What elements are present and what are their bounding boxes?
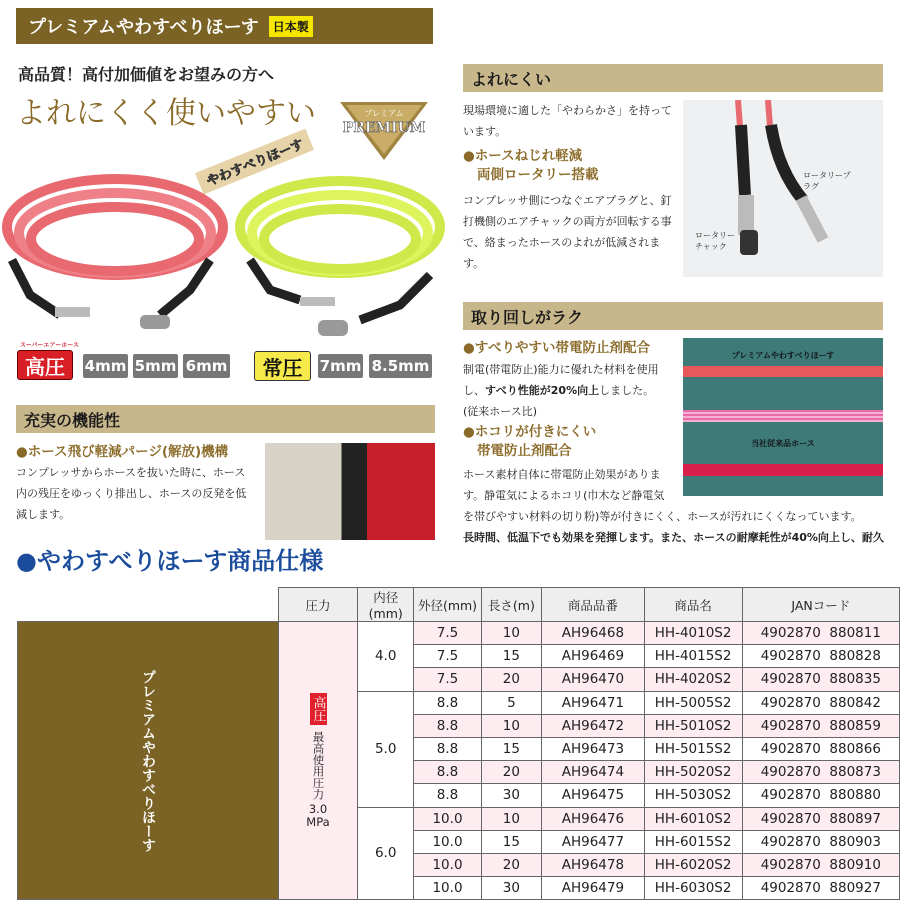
jan-code-cell: 4902870 880910 bbox=[742, 853, 899, 876]
jan-code-cell: 4902870 880859 bbox=[742, 714, 899, 737]
part-number-cell: AH96468 bbox=[542, 622, 644, 645]
super-air-hose-label: スーパーエアーホース bbox=[20, 342, 79, 349]
easy-text-1 bbox=[463, 359, 678, 422]
easy-text-2: ホース素材自体に帯電防止効果があります。静電気によるホコリ(巾木など静電気 bbox=[463, 468, 665, 502]
kink-bullet-2: 両側ロータリー搭載 bbox=[477, 167, 599, 183]
green-hose-coil bbox=[240, 181, 440, 320]
part-number-cell: AH96475 bbox=[542, 784, 644, 807]
length-cell: 20 bbox=[481, 668, 542, 691]
product-name-cell: HH-6030S2 bbox=[644, 877, 742, 900]
part-number-cell: AH96472 bbox=[542, 714, 644, 737]
kink-intro: 現場環境に適した「やわらかさ」を持っています。 bbox=[463, 104, 672, 138]
product-line-label bbox=[18, 622, 279, 900]
product-name-cell: HH-5015S2 bbox=[644, 737, 742, 760]
length-cell: 20 bbox=[481, 853, 542, 876]
length-cell: 15 bbox=[481, 830, 542, 853]
inner-diameter-cell: 4.0 bbox=[358, 622, 414, 692]
hero-subtitle: 高品質！高付加価値をお望みの方へ bbox=[18, 65, 275, 84]
rotary-chuck-label: ロータリーチャック bbox=[695, 231, 735, 251]
outer-diameter-cell: 7.5 bbox=[414, 668, 481, 691]
length-cell: 10 bbox=[481, 714, 542, 737]
pressure-unit: MPa bbox=[306, 814, 330, 829]
product-name-cell: HH-4010S2 bbox=[644, 622, 742, 645]
rotary-plug-label: ロータリープラグ bbox=[803, 171, 851, 191]
size-chip: 6mm bbox=[183, 354, 230, 378]
part-number-cell: AH96477 bbox=[542, 830, 644, 853]
section-header-function: 充実の機能性 bbox=[16, 405, 435, 433]
length-cell: 10 bbox=[481, 807, 542, 830]
outer-diameter-cell: 10.0 bbox=[414, 807, 481, 830]
product-name-cell: HH-5005S2 bbox=[644, 691, 742, 714]
jan-code-cell: 4902870 880880 bbox=[742, 784, 899, 807]
col-header: 長さ(m) bbox=[481, 588, 542, 622]
premium-text: PREMIUM bbox=[342, 120, 426, 136]
easy-text-4: 長時間、低温下でも効果を発揮します。また、ホースの耐摩耗性が40%向上し、耐久 bbox=[463, 531, 884, 544]
jan-code-cell: 4902870 880866 bbox=[742, 737, 899, 760]
outer-diameter-cell: 8.8 bbox=[414, 761, 481, 784]
length-cell: 15 bbox=[481, 737, 542, 760]
func-bullet: ●ホース飛び軽減パージ(解放)機構 bbox=[16, 444, 229, 460]
col-header: JANコード bbox=[742, 588, 899, 622]
ribbon-label: やわすべりほーす bbox=[195, 129, 314, 195]
conventional-hose-strip bbox=[683, 464, 883, 476]
made-in-japan-badge: 日本製 bbox=[269, 16, 313, 37]
product-name-cell: HH-6020S2 bbox=[644, 853, 742, 876]
outer-diameter-cell: 10.0 bbox=[414, 877, 481, 900]
inner-diameter-cell: 6.0 bbox=[358, 807, 414, 900]
high-pressure-badge: 高圧 bbox=[310, 693, 327, 725]
outer-diameter-cell: 10.0 bbox=[414, 830, 481, 853]
jan-code-cell: 4902870 880835 bbox=[742, 668, 899, 691]
section-header-easy: 取り回しがラク bbox=[463, 302, 883, 330]
easy-bullet-1: ●すべりやすい帯電防止剤配合 bbox=[463, 340, 651, 356]
outer-diameter-cell: 8.8 bbox=[414, 691, 481, 714]
product-name-cell: HH-5030S2 bbox=[644, 784, 742, 807]
outer-diameter-cell: 8.8 bbox=[414, 784, 481, 807]
rotary-photo bbox=[683, 100, 883, 277]
length-cell: 30 bbox=[481, 784, 542, 807]
func-text: コンプレッサからホースを抜いた時に、ホース内の残圧をゆっくり排出し、ホースの反発を低減します。 bbox=[16, 466, 247, 521]
jan-code-cell: 4902870 880903 bbox=[742, 830, 899, 853]
part-number-cell: AH96474 bbox=[542, 761, 644, 784]
size-chip: 5mm bbox=[133, 354, 178, 378]
length-cell: 30 bbox=[481, 877, 542, 900]
length-cell: 10 bbox=[481, 622, 542, 645]
outer-diameter-cell: 7.5 bbox=[414, 622, 481, 645]
length-cell: 5 bbox=[481, 691, 542, 714]
col-header: 外径(mm) bbox=[414, 588, 481, 622]
kink-bullet: ●ホースねじれ軽減 bbox=[463, 148, 583, 164]
outer-diameter-cell: 8.8 bbox=[414, 714, 481, 737]
product-name-cell: HH-4015S2 bbox=[644, 645, 742, 668]
hero-tagline: よれにくく使いやすい bbox=[16, 96, 316, 131]
easy-bullet-2: ●ホコリが付きにくい bbox=[463, 424, 597, 440]
part-number-cell: AH96473 bbox=[542, 737, 644, 760]
size-chip: 8.5mm bbox=[369, 354, 432, 378]
col-header: 商品名 bbox=[644, 588, 742, 622]
text: 制電(帯電防止)能力に優れた材料を使用し、 bbox=[463, 363, 659, 397]
product-name-cell: HH-5020S2 bbox=[644, 761, 742, 784]
kink-text: コンプレッサ側につなぐエアプラグと、釘打機側のエアチャックの両方が回転する事で、絡まったホースのよれが低減されます。 bbox=[463, 194, 672, 270]
pressure-text: 最高使用圧力 bbox=[311, 730, 326, 800]
jan-code-cell: 4902870 880811 bbox=[742, 622, 899, 645]
easy-bullet-2b: 帯電防止剤配合 bbox=[477, 443, 572, 459]
pressure-value: 3.0 bbox=[308, 801, 328, 816]
jan-code-cell: 4902870 880897 bbox=[742, 807, 899, 830]
red-hose-coil bbox=[7, 179, 223, 315]
page-title: プレミアムやわすべりほーす bbox=[28, 17, 259, 38]
premium-hose-strip bbox=[683, 366, 883, 377]
normal-pressure-badge: 常圧 bbox=[254, 351, 311, 381]
jan-code-cell: 4902870 880828 bbox=[742, 645, 899, 668]
pressure-cell bbox=[279, 622, 358, 900]
part-number-cell: AH96470 bbox=[542, 668, 644, 691]
product-name-cell: HH-5010S2 bbox=[644, 714, 742, 737]
dust-comparison-photo bbox=[683, 338, 883, 496]
spec-table bbox=[17, 587, 900, 900]
part-number-cell: AH96476 bbox=[542, 807, 644, 830]
product-name-cell: HH-6010S2 bbox=[644, 807, 742, 830]
part-number-cell: AH96478 bbox=[542, 853, 644, 876]
outer-diameter-cell: 8.8 bbox=[414, 737, 481, 760]
outer-diameter-cell: 7.5 bbox=[414, 645, 481, 668]
part-number-cell: AH96471 bbox=[542, 691, 644, 714]
size-chip: 7mm bbox=[318, 354, 363, 378]
col-header: 内径(mm) bbox=[358, 588, 414, 622]
red-hose-plug bbox=[55, 307, 90, 317]
text: (従来ホース比) bbox=[463, 405, 538, 418]
spec-title: ●やわすべりほーす商品仕様 bbox=[16, 547, 324, 575]
col-header: 圧力 bbox=[279, 588, 358, 622]
hose-strip bbox=[683, 410, 883, 422]
col-header: 商品品番 bbox=[542, 588, 644, 622]
easy-text-3: を帯びやすい材料の切り粉)等が付きにくく、ホースが汚れにくくなっています。 bbox=[463, 510, 862, 523]
text-bold: すべり性能が20%向上 bbox=[485, 384, 600, 397]
premium-kana: プレミアム bbox=[364, 109, 404, 118]
size-chip: 4mm bbox=[83, 354, 128, 378]
high-pressure-badge: 高圧 bbox=[17, 350, 73, 380]
jan-code-cell: 4902870 880873 bbox=[742, 761, 899, 784]
part-number-cell: AH96469 bbox=[542, 645, 644, 668]
product-name-cell: HH-4020S2 bbox=[644, 668, 742, 691]
outer-diameter-cell: 10.0 bbox=[414, 853, 481, 876]
hose-images bbox=[0, 165, 445, 345]
jan-code-cell: 4902870 880842 bbox=[742, 691, 899, 714]
jan-code-cell: 4902870 880927 bbox=[742, 877, 899, 900]
text: しました。 bbox=[599, 384, 655, 397]
photo-label-conventional: 当社従来品ホース bbox=[751, 439, 815, 448]
part-number-cell: AH96479 bbox=[542, 877, 644, 900]
product-name-cell: HH-6015S2 bbox=[644, 830, 742, 853]
blank-header bbox=[18, 588, 279, 622]
side-label-text: プレミアムやわすべりほーす bbox=[140, 669, 156, 852]
section-header-kink: よれにくい bbox=[463, 64, 883, 92]
title-bar bbox=[16, 8, 433, 44]
table-header-row bbox=[18, 588, 900, 622]
length-cell: 20 bbox=[481, 761, 542, 784]
red-hose-chuck bbox=[140, 315, 170, 329]
premium-emblem bbox=[338, 100, 430, 162]
photo-label-premium: プレミアムやわすべりほーす bbox=[731, 351, 835, 360]
purge-photo bbox=[265, 443, 435, 540]
length-cell: 15 bbox=[481, 645, 542, 668]
table-row bbox=[18, 622, 900, 645]
inner-diameter-cell: 5.0 bbox=[358, 691, 414, 807]
